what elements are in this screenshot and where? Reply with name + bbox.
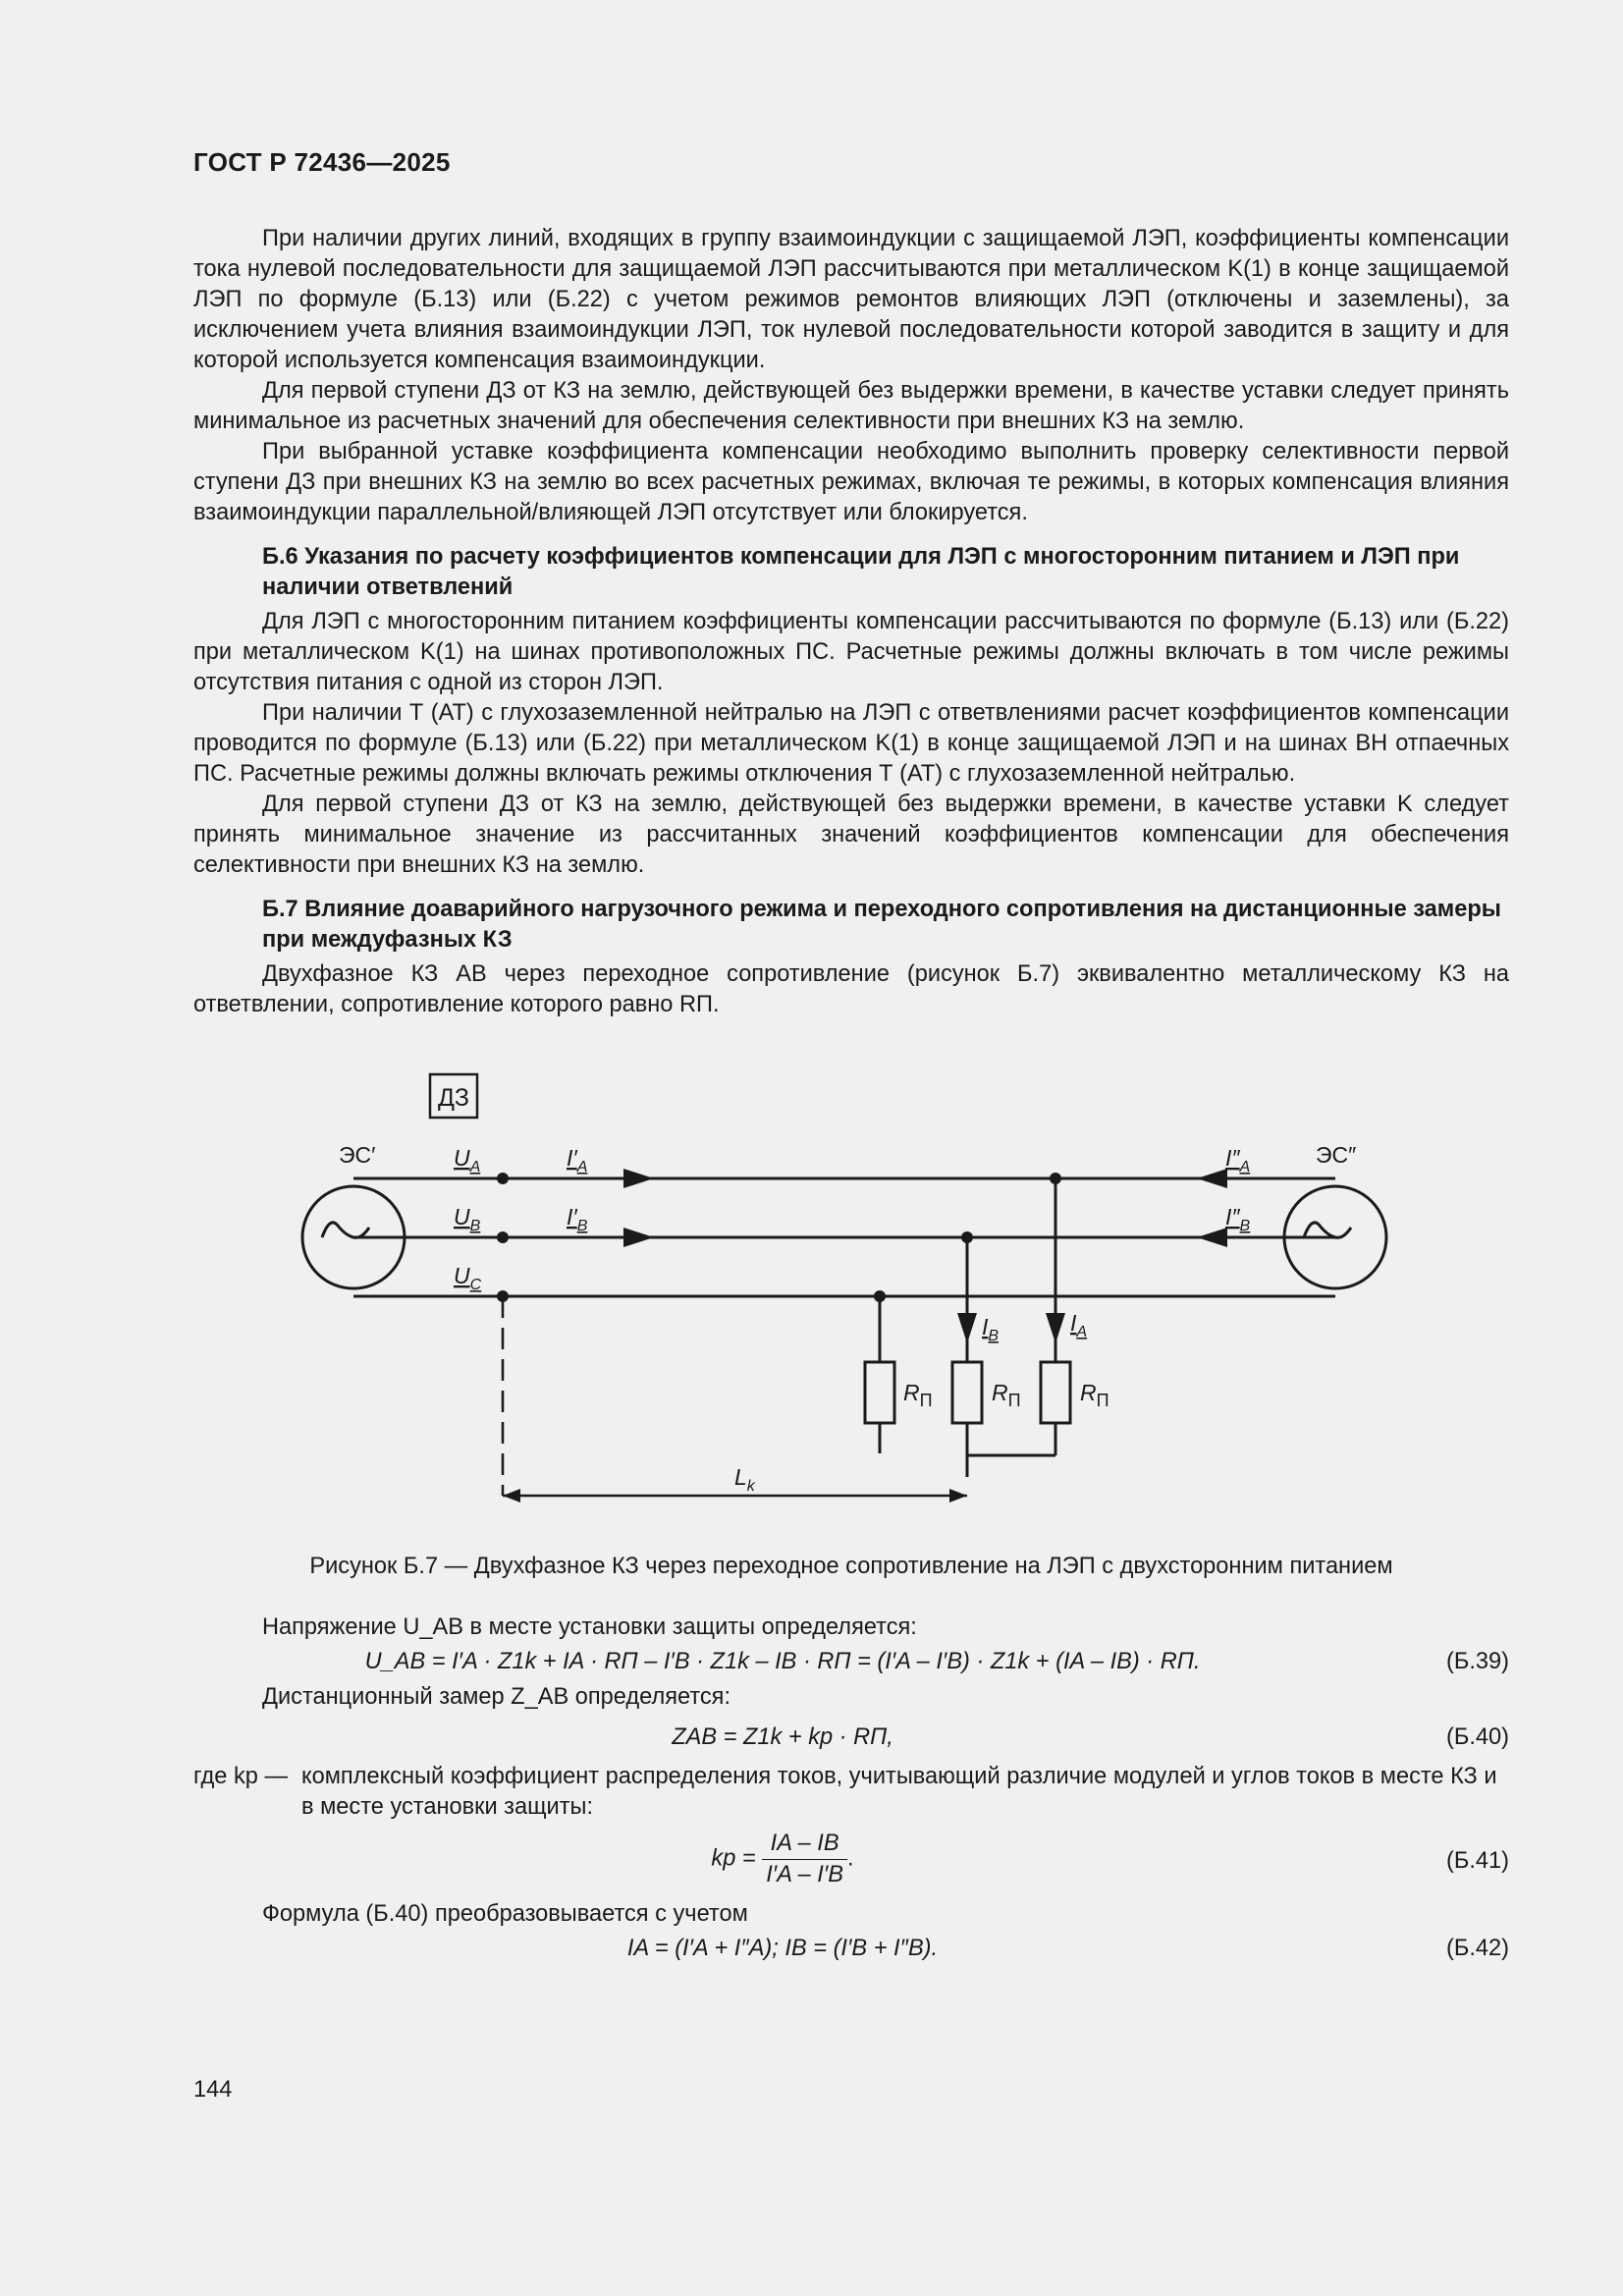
paragraph: Двухфазное КЗ AB через переходное сопротивление (рисунок Б.7) эквивалентно металлическому КЗ на ответвлении, сопротивление которого равно RП. <box>193 961 1509 1017</box>
resistor-label-a: $R_П$ <box>1080 1380 1109 1410</box>
section-heading-b6: Б.6 Указания по расчету коэффициентов компенсации для ЛЭП с многосторонним питанием и ЛЭП при наличии ответвлений <box>262 544 1460 600</box>
equations-block <box>193 1613 1509 1969</box>
eq42-intro: Формула (Б.40) преобразовывается с учетом <box>262 1901 748 1927</box>
where-key: где kр — <box>193 1764 289 1789</box>
where-description: комплексный коэффициент распределения токов, учитывающий различие модулей и углов токов в месте КЗ и в месте установки защиты: <box>301 1764 1497 1820</box>
equation-b41 <box>193 1823 1509 1899</box>
resistor-a <box>1041 1362 1070 1423</box>
paragraph: Для первой ступени ДЗ от КЗ на землю, действующей без выдержки времени, в качестве уставки K следует принять минимальное значение из рассчитанных значений коэффициентов компенсации для обеспечения селективности при внешних КЗ на землю. <box>193 792 1509 878</box>
paragraph: Для первой ступени ДЗ от КЗ на землю, действующей без выдержки времени, в качестве уставки следует принять минимальное из расчетных значений для обеспечения селективности при внешних КЗ на землю. <box>193 378 1509 434</box>
paragraph: Для ЛЭП с многосторонним питанием коэффициенты компенсации рассчитываются по формуле (Б.13) или (Б.22) при металлическом K(1) на шинах противоположных ПС. Расчетные режимы должны включать в том числе режимы отсутствия питания с одной из сторон ЛЭП. <box>193 609 1509 695</box>
resistor-label-c: $R_П$ <box>903 1380 933 1410</box>
page-number: 144 <box>193 2077 233 2103</box>
equation-b39-number: (Б.39) <box>1446 1649 1509 1674</box>
current-ia-left: $I'_A$ <box>567 1145 588 1175</box>
paragraph: При наличии других линий, входящих в группу взаимоиндукции с защищаемой ЛЭП, коэффициенты компенсации тока нулевой последовательности для защищаемой ЛЭП рассчитываются при металлическом K(1) в конце защищаемой ЛЭП по формуле (Б.13) или (Б.22) с учетом режимов ремонтов влияющих ЛЭП (отключены и заземлены), за исключением учета влияния взаимоиндукции ЛЭП, ток нулевой последовательности которой заводится в защиту и для которой используется компенсация взаимоиндукции. <box>193 226 1509 373</box>
figure-caption: Рисунок Б.7 — Двухфазное КЗ через переходное сопротивление на ЛЭП с двухсторонним питанием <box>309 1554 1393 1579</box>
length-label: $L_k$ <box>734 1464 755 1495</box>
voltage-ua: $U_A$ <box>454 1145 481 1175</box>
paragraph: При выбранной уставке коэффициента компенсации необходимо выполнить проверку селективности первой ступени ДЗ при внешних КЗ на землю во всех расчетных режимах, включая те режимы, в которых компенсация влияния взаимоиндукции параллельной/влияющей ЛЭП отсутствует или блокируется. <box>193 439 1509 525</box>
equation-b41-number: (Б.41) <box>1446 1848 1509 1874</box>
equation-b39 <box>193 1643 1509 1682</box>
voltage-uc: $U_C$ <box>454 1263 482 1293</box>
equation-b40-number: (Б.40) <box>1446 1724 1509 1750</box>
current-ib-left: $I'_B$ <box>567 1204 588 1234</box>
eq40-intro: Дистанционный замер Z_AB определяется: <box>262 1684 731 1710</box>
resistor-label-b: $R_П$ <box>992 1380 1021 1410</box>
resistor-c <box>865 1362 894 1423</box>
fraction-numerator: IA – IB <box>762 1829 847 1860</box>
current-ia-fault: $I_A$ <box>1070 1310 1088 1340</box>
document-code-header: ГОСТ Р 72436—2025 <box>193 147 451 177</box>
equation-b39-formula: U_AB = I′A · Z1k + IA · RП – I′B · Z1k – IB · RП = (I′A – I′B) · Z1k + (IA – IB) · RП. <box>364 1649 1201 1674</box>
equation-b41-formula: kр = $\frac{IA - IB}{I'A - I'B}$ . <box>193 1829 1372 1890</box>
circuit-diagram <box>285 1061 1424 1532</box>
equation-b40 <box>193 1713 1509 1762</box>
source-right-label: ЭС″ <box>1316 1142 1357 1168</box>
body-text <box>193 224 1509 1020</box>
equation-b40-formula: ZAB = Z1k + kр · RП, <box>672 1724 893 1750</box>
source-left-label: ЭС′ <box>339 1142 376 1168</box>
current-ib-right: $I''_B$ <box>1225 1204 1251 1234</box>
paragraph: При наличии Т (АТ) с глухозаземленной нейтралью на ЛЭП с ответвлениями расчет коэффициентов компенсации проводится по формуле (Б.13) или (Б.22) при металлическом K(1) в конце защищаемой ЛЭП и на шинах ВН отпаечных ПС. Расчетные режимы должны включать режимы отключения Т (АТ) с глухозаземленной нейтралью. <box>193 700 1509 787</box>
current-ia-right: $I''_A$ <box>1225 1145 1251 1175</box>
where-clause <box>193 1762 1509 1823</box>
relay-label: ДЗ <box>437 1084 470 1112</box>
equation-b42 <box>193 1930 1509 1969</box>
equation-b42-formula: IA = (I′A + I″A); IB = (I′B + I″B). <box>626 1936 939 1961</box>
equation-b41-lhs: kр = <box>711 1845 756 1872</box>
voltage-ub: $U_B$ <box>454 1204 481 1234</box>
current-ib-fault: $I_B$ <box>982 1314 1000 1344</box>
resistor-b <box>952 1362 982 1423</box>
fraction <box>762 1829 847 1890</box>
eq39-intro: Напряжение U_AB в месте установки защиты определяется: <box>262 1614 917 1640</box>
fraction-denominator: I′A – I′B <box>766 1862 844 1887</box>
equation-b42-number: (Б.42) <box>1446 1936 1509 1961</box>
section-heading-b7: Б.7 Влияние доаварийного нагрузочного режима и переходного сопротивления на дистанционные замеры при междуфазных КЗ <box>262 897 1501 953</box>
